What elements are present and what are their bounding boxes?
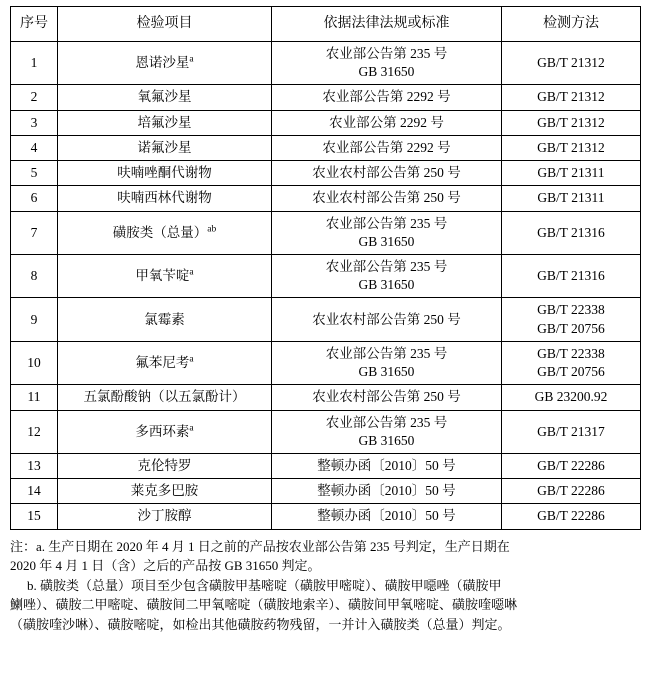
cell-method-line: GB 23200.92 [534, 389, 608, 405]
cell-no: 4 [11, 135, 58, 160]
table-row [11, 341, 641, 384]
cell-item-text: 甲氧苄啶 [135, 268, 190, 284]
cell-method [501, 453, 640, 478]
cell-standard-line: 整顿办函〔2010〕50 号 [317, 508, 456, 524]
cell-method-line: GB/T 20756 [537, 364, 605, 380]
cell-no: 2 [11, 85, 58, 110]
cell-method [501, 186, 640, 211]
cell-item-text: 呋喃唑酮代谢物 [117, 165, 212, 181]
column-header-standard: 依据法律法规或标准 [271, 7, 501, 42]
cell-method [501, 504, 640, 529]
cell-standard [271, 410, 501, 453]
cell-item-footnote-marker: a [189, 423, 194, 434]
column-header-method: 检测方法 [501, 7, 640, 42]
cell-standard-line: 农业部公告第 235 号 [325, 258, 448, 274]
cell-standard [271, 453, 501, 478]
cell-method-line: GB/T 20756 [537, 320, 605, 336]
cell-item [58, 135, 272, 160]
cell-no: 11 [11, 385, 58, 410]
cell-standard-line: 农业部公告第 235 号 [325, 215, 448, 231]
cell-standard [271, 186, 501, 211]
cell-standard [271, 85, 501, 110]
note-a-text1: a. 生产日期在 2020 年 4 月 1 日之前的产品按农业部公告第 235 号判定，生产日期在 [36, 538, 510, 554]
cell-standard [271, 161, 501, 186]
cell-item-footnote-marker: a [189, 267, 194, 278]
table-row [11, 479, 641, 504]
note-a-line1 [10, 537, 641, 557]
note-b-line2: 鯻唑）、磺胺二甲嘧啶、磺胺间二甲氧嘧啶（磺胺地索辛）、磺胺间甲氧嘧啶、磺胺喹噁啉 [10, 597, 518, 613]
cell-item-text: 氯霉素 [144, 311, 185, 327]
cell-method-line: GB/T 21317 [537, 423, 605, 439]
cell-item [58, 298, 272, 341]
table-row [11, 254, 641, 297]
cell-item [58, 385, 272, 410]
table-row [11, 453, 641, 478]
cell-no: 3 [11, 110, 58, 135]
cell-method-line: GB/T 22286 [537, 457, 605, 473]
cell-item-text: 磺胺类（总量） [112, 224, 208, 240]
cell-item-text: 诺氟沙星 [137, 139, 192, 155]
cell-standard-line: 农业农村部公告第 250 号 [312, 165, 461, 181]
cell-item [58, 453, 272, 478]
table-row [11, 385, 641, 410]
table-row [11, 211, 641, 254]
cell-item [58, 211, 272, 254]
cell-item-text: 呋喃西林代谢物 [117, 190, 212, 206]
cell-standard-line: 整顿办函〔2010〕50 号 [317, 457, 456, 473]
cell-method [501, 211, 640, 254]
cell-no: 9 [11, 298, 58, 341]
cell-item-text: 多西环素 [135, 423, 190, 439]
note-b-line1: b. 磺胺类（总量）项目至少包含磺胺甲基嘧啶（磺胺甲嘧啶）、磺胺甲噁唑（磺胺甲 [27, 577, 502, 593]
cell-item [58, 504, 272, 529]
cell-item-text: 五氯酚酸钠（以五氯酚计） [83, 389, 246, 405]
cell-item-footnote-marker: a [189, 354, 194, 365]
cell-item [58, 479, 272, 504]
cell-method-line: GB/T 22286 [537, 508, 605, 524]
cell-method [501, 385, 640, 410]
cell-standard [271, 135, 501, 160]
cell-item-text: 氧氟沙星 [137, 89, 192, 105]
table-notes [10, 537, 641, 635]
cell-standard [271, 479, 501, 504]
cell-method-line: GB/T 22286 [537, 483, 605, 499]
table-row [11, 161, 641, 186]
cell-standard-line: 农业部公告第 2292 号 [322, 139, 451, 155]
cell-standard-line: 农业农村部公告第 250 号 [312, 389, 461, 405]
cell-item [58, 410, 272, 453]
cell-standard [271, 110, 501, 135]
cell-standard-line: 农业部公告第 235 号 [325, 345, 448, 361]
cell-method-line: GB/T 21311 [537, 165, 605, 181]
cell-method [501, 254, 640, 297]
cell-standard-line: 农业部公告第 2292 号 [322, 89, 451, 105]
table-header [11, 7, 641, 42]
cell-method [501, 110, 640, 135]
cell-item-text: 沙丁胺醇 [137, 508, 192, 524]
cell-no: 1 [11, 42, 58, 85]
cell-item-text: 恩诺沙星 [135, 55, 190, 71]
cell-standard-line: GB 31650 [358, 364, 415, 380]
notes-label: 注： [10, 538, 37, 554]
cell-standard-line: 整顿办函〔2010〕50 号 [317, 483, 456, 499]
cell-item [58, 161, 272, 186]
note-b-line3: （磺胺喹沙啉）、磺胺嘧啶，如检出其他磺胺药物残留，一并计入磺胺类（总量）判定。 [10, 616, 511, 632]
column-header-item: 检验项目 [58, 7, 272, 42]
cell-no: 8 [11, 254, 58, 297]
cell-standard [271, 504, 501, 529]
cell-standard [271, 42, 501, 85]
cell-standard-line: 农业部公告第 235 号 [325, 46, 448, 61]
cell-standard-line: 农业农村部公告第 250 号 [312, 190, 461, 206]
cell-method-line: GB/T 22338 [537, 345, 605, 361]
cell-method [501, 135, 640, 160]
cell-item-footnote-marker: a [189, 54, 194, 65]
cell-no: 12 [11, 410, 58, 453]
cell-standard-line: GB 31650 [358, 64, 415, 80]
table-row [11, 410, 641, 453]
cell-method [501, 341, 640, 384]
cell-item-text: 培氟沙星 [137, 114, 192, 130]
table-body [11, 42, 641, 530]
cell-item [58, 254, 272, 297]
cell-item [58, 42, 272, 85]
table-header-row [11, 7, 641, 42]
cell-method-line: GB/T 22338 [537, 302, 605, 318]
cell-no: 6 [11, 186, 58, 211]
cell-method-line: GB/T 21312 [537, 114, 605, 130]
cell-item-text: 莱克多巴胺 [130, 483, 199, 499]
cell-method [501, 161, 640, 186]
table-row [11, 504, 641, 529]
cell-method-line: GB/T 21316 [537, 268, 605, 284]
cell-standard [271, 298, 501, 341]
table-row [11, 110, 641, 135]
cell-item [58, 110, 272, 135]
inspection-items-table [10, 6, 641, 530]
table-row [11, 135, 641, 160]
cell-standard-line: GB 31650 [358, 277, 415, 293]
cell-item [58, 85, 272, 110]
cell-method [501, 479, 640, 504]
table-row [11, 298, 641, 341]
cell-method-line: GB/T 21316 [537, 224, 605, 240]
cell-standard [271, 341, 501, 384]
cell-method [501, 298, 640, 341]
cell-method [501, 42, 640, 85]
cell-method [501, 85, 640, 110]
table-row [11, 85, 641, 110]
note-a-line2: 2020 年 4 月 1 日（含）之后的产品按 GB 31650 判定。 [10, 558, 321, 574]
cell-item-footnote-marker: ab [207, 224, 217, 235]
table-row [11, 42, 641, 85]
cell-method [501, 410, 640, 453]
cell-standard [271, 211, 501, 254]
cell-standard-line: GB 31650 [358, 432, 415, 448]
table-row [11, 186, 641, 211]
column-header-no: 序号 [11, 7, 58, 42]
cell-standard-line: 农业部公第 2292 号 [329, 114, 444, 130]
cell-method-line: GB/T 21312 [537, 55, 605, 71]
cell-no: 14 [11, 479, 58, 504]
cell-no: 13 [11, 453, 58, 478]
cell-standard [271, 385, 501, 410]
cell-item-text: 克伦特罗 [137, 457, 192, 473]
cell-item [58, 186, 272, 211]
cell-standard [271, 254, 501, 297]
cell-item-text: 氟苯尼考 [135, 354, 190, 370]
cell-no: 10 [11, 341, 58, 384]
cell-standard-line: 农业部公告第 235 号 [325, 414, 448, 430]
cell-no: 7 [11, 211, 58, 254]
cell-method-line: GB/T 21312 [537, 139, 605, 155]
cell-method-line: GB/T 21311 [537, 190, 605, 206]
cell-standard-line: GB 31650 [358, 233, 415, 249]
cell-standard-line: 农业农村部公告第 250 号 [312, 311, 461, 327]
cell-item [58, 341, 272, 384]
cell-no: 5 [11, 161, 58, 186]
cell-no: 15 [11, 504, 58, 529]
cell-method-line: GB/T 21312 [537, 89, 605, 105]
